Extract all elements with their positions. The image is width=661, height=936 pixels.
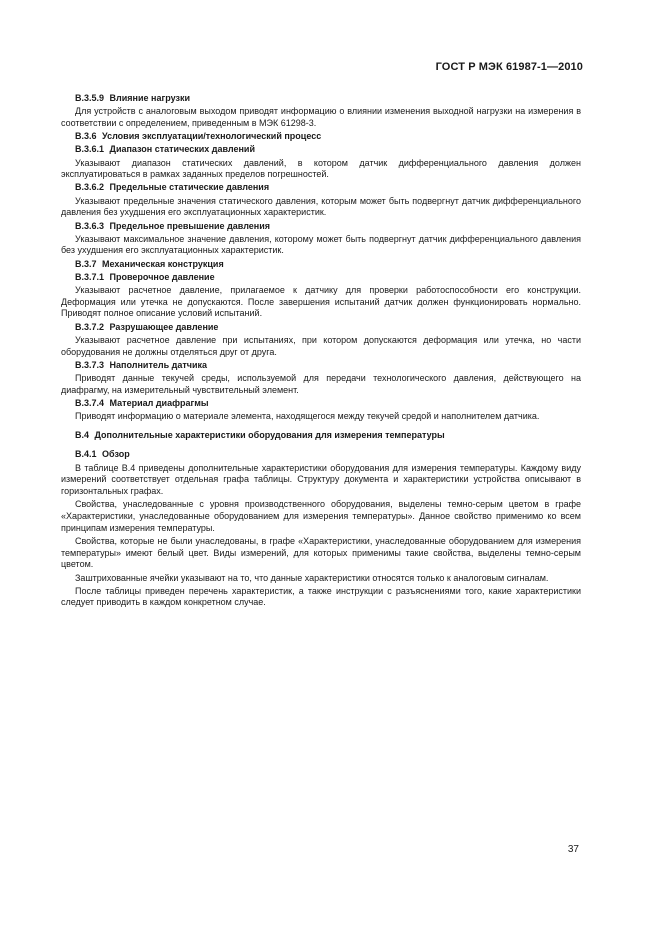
section-number: B.3.7.2: [75, 321, 105, 332]
section-number: B.3.7.4: [75, 397, 105, 408]
section-number: B.3.6.3: [75, 220, 105, 231]
section-heading: [61, 182, 581, 194]
paragraph: Свойства, унаследованные с уровня производственного оборудования, выделены темно-серым цветом в графе «Характеристики, унаследованные оборудованием для измерения температуры». Данное свойство применимо ко всем принципам измерения температуры.: [61, 499, 581, 533]
paragraph: После таблицы приведен перечень характеристик, а также инструкции с разъяснениями того, какие характеристики следует приводить в каждом конкретном случае.: [61, 585, 581, 608]
section-title: Предельное превышение давления: [109, 220, 271, 231]
section-heading: [61, 398, 581, 410]
paragraph: В таблице В.4 приведены дополнительные характеристики оборудования для измерения температуры. Каждому виду измерений соответствует отдельная графа таблицы. Структуру документа и характеристики устройства описывают в горизонтальных графах.: [61, 462, 581, 497]
section-number: B.3.7.3: [75, 359, 105, 370]
section-title: Механическая конструкция: [102, 258, 224, 269]
paragraph: Заштрихованные ячейки указывают на то, что данные характеристики относятся только к аналоговым сигналам.: [75, 572, 549, 583]
paragraph: Указывают расчетное давление, прилагаемое к датчику для проверки работоспособности его конструкции. Деформация или утечка не допускаются. После завершения испытаний датчик должен функционировать нормально. Приводят полное описание условий испытаний.: [61, 285, 581, 319]
paragraph: Приводят информацию о материале элемента, находящегося между текучей средой и наполнителем датчика.: [75, 411, 540, 422]
section-title: Дополнительные характеристики оборудования для измерения температуры: [94, 430, 445, 441]
section-number: B.4: [75, 430, 90, 441]
section-title: Обзор: [102, 449, 130, 460]
section-heading: [61, 449, 581, 461]
page-number: 37: [567, 844, 579, 855]
paragraph: Указывают расчетное давление при испытаниях, при котором допускаются деформация или утечка, но части оборудования не должны отделяться друг от друга.: [61, 334, 581, 357]
section-number: B.3.6.2: [75, 182, 105, 193]
paragraph: Для устройств с аналоговым выходом приводят информацию о влиянии изменения выходной нагрузки на измерения в соответствии с определением, приведенным в МЭК 61298-3.: [61, 106, 581, 128]
document-body: [61, 93, 581, 611]
section-number: B.3.5.9: [75, 93, 105, 103]
section-number: B.3.6: [75, 131, 97, 142]
section-heading: [61, 272, 581, 284]
section-heading: [61, 259, 581, 271]
section-number: B.3.7: [75, 258, 97, 269]
section-title: Разрушающее давление: [109, 321, 219, 332]
document-id: ГОСТ Р МЭК 61987-1—2010: [435, 61, 583, 73]
section-heading: [61, 430, 581, 442]
paragraph: Указывают диапазон статических давлений, в котором датчик дифференциального давления должен эксплуатироваться в рамках заданных пределов погрешностей.: [61, 157, 581, 180]
section-title: Наполнитель датчика: [109, 359, 208, 370]
section-title: Материал диафрагмы: [109, 397, 209, 408]
paragraph: Указывают максимальное значение давления, которому может быть подвергнут датчик дифференциального давления без ухудшения его эксплуатационных характеристик.: [61, 233, 581, 256]
section-heading: [61, 131, 581, 143]
paragraph: Свойства, которые не были унаследованы, в графе «Характеристики, унаследованные оборудованием для измерения температуры» имеют белый цвет. Виды измерений, для которых применимы такие свойства, выделены темно-серым цветом.: [61, 535, 581, 570]
section-title: Проверочное давление: [109, 271, 215, 282]
spacer: [61, 609, 581, 611]
section-title: Влияние нагрузки: [109, 93, 190, 103]
section-title: Предельные статические давления: [109, 182, 270, 193]
section-heading: [61, 144, 581, 156]
section-title: Диапазон статических давлений: [109, 144, 255, 155]
section-number: B.3.6.1: [75, 144, 105, 155]
section-heading: [61, 322, 581, 334]
paragraph: Приводят данные текучей среды, используемой для передачи технологического давления, действующего на диафрагму, на измерительный чувствительный элемент.: [61, 372, 581, 395]
section-heading: [61, 93, 581, 105]
section-heading: [61, 221, 581, 233]
section-heading: [61, 360, 581, 372]
section-number: B.3.7.1: [75, 271, 105, 282]
section-title: Условия эксплуатации/технологический процесс: [102, 131, 322, 142]
section-number: B.4.1: [75, 449, 97, 460]
paragraph: Указывают предельные значения статического давления, которым может быть подвергнут датчик дифференциального давления без ухудшения его эксплуатационных характеристик.: [61, 195, 581, 218]
